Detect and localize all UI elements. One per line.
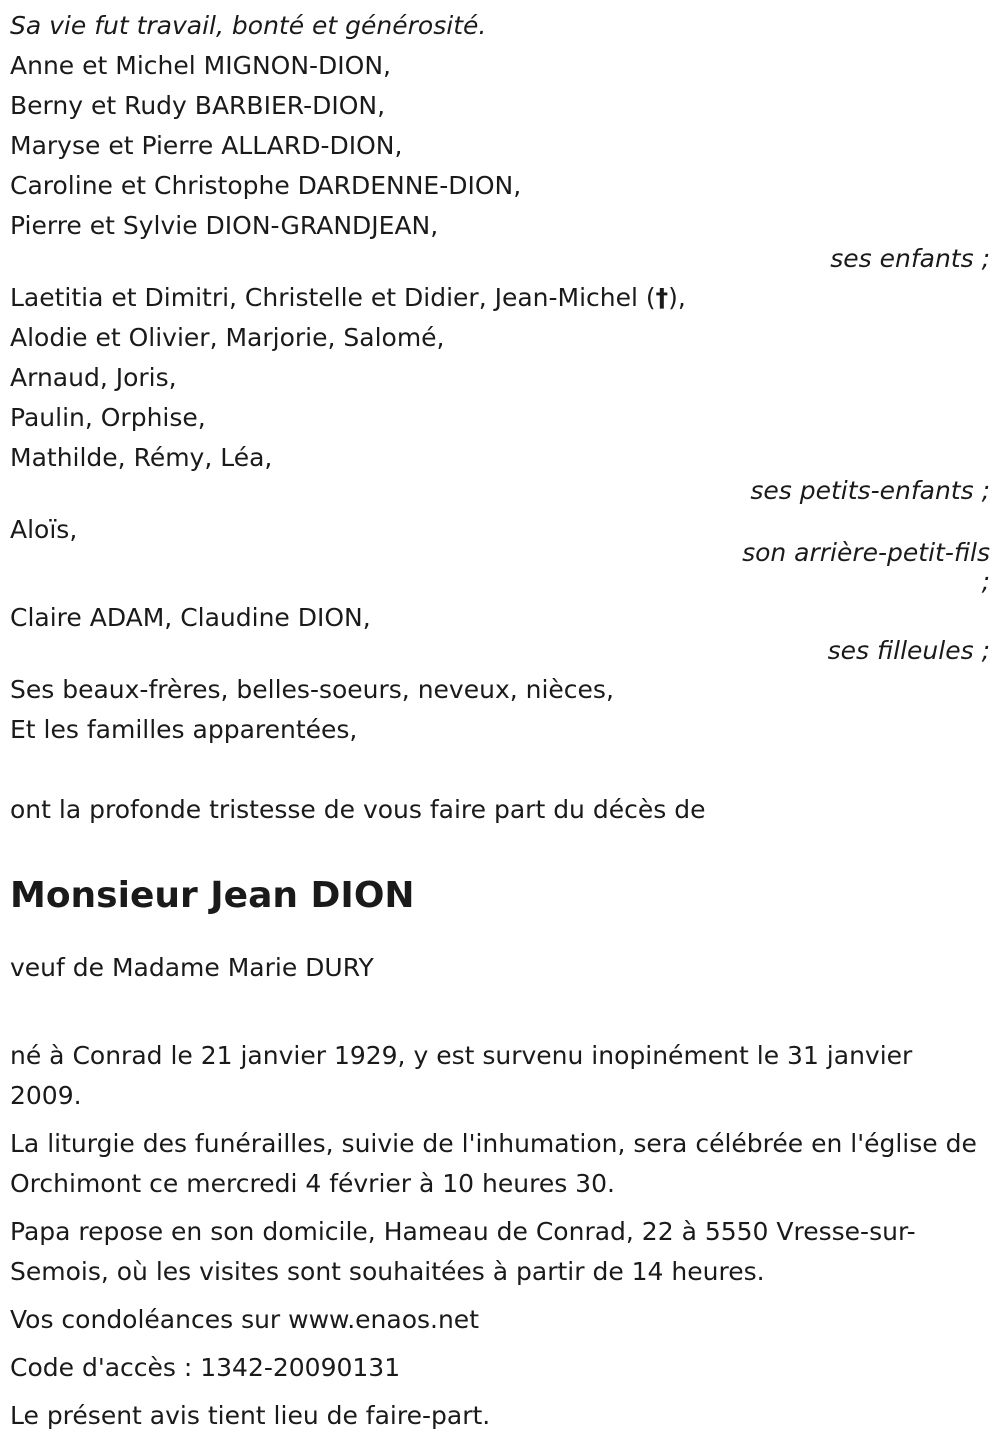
obituary-notice [0,6,1000,1454]
extended-line: Et les familles apparentées, [10,715,358,744]
condolences-line: Vos condoléances sur www.enaos.net [10,1305,479,1334]
goddaughters-label: ses filleules ; [827,636,990,665]
great-grandchild: Aloïs, [10,515,78,544]
widower-line: veuf de Madame Marie DURY [10,953,374,982]
funeral-paragraph: La liturgie des funérailles, suivie de l'inhumation, sera célébrée en l'église de Orchimont ce mercredi 4 février à 10 heures 30. [10,1129,977,1198]
birth-death-paragraph: né à Conrad le 21 janvier 1929, y est survenu inopinément le 31 janvier 2009. [10,1041,913,1110]
announcement: ont la profonde tristesse de vous faire part du décès de [10,795,706,824]
great-grandchild-label-end: ; [981,567,990,596]
grandchild-line: Mathilde, Rémy, Léa, [10,443,273,472]
children-label: ses enfants ; [830,244,990,273]
cross-icon: † [655,283,669,312]
access-code-line: Code d'accès : 1342-20090131 [10,1353,401,1382]
closing-line: Le présent avis tient lieu de faire-part. [10,1401,491,1430]
grandchild-line: Paulin, Orphise, [10,403,206,432]
goddaughters: Claire ADAM, Claudine DION, [10,603,371,632]
deceased-name: Monsieur Jean DION [10,875,415,916]
great-grandchild-label: son arrière-petit-fils [742,538,990,567]
grandchild-text: Laetitia et Dimitri, Christelle et Didier, Jean-Michel ( [10,283,656,312]
grandchildren-list [10,278,990,478]
extended-family [10,670,990,750]
motto: Sa vie fut travail, bonté et générosité. [10,11,487,40]
visitation-paragraph: Papa repose en son domicile, Hameau de Conrad, 22 à 5550 Vresse-sur-Semois, où les visites sont souhaitées à partir de 14 heures. [10,1217,916,1286]
child-line: Caroline et Christophe DARDENNE-DION, [10,171,522,200]
child-line: Pierre et Sylvie DION-GRANDJEAN, [10,211,439,240]
grandchild-line: Alodie et Olivier, Marjorie, Salomé, [10,323,445,352]
grandchildren-label: ses petits-enfants ; [750,476,990,505]
grandchild-line [10,278,990,318]
extended-line: Ses beaux-frères, belles-soeurs, neveux, nièces, [10,675,614,704]
grandchild-line: Arnaud, Joris, [10,363,177,392]
child-line: Anne et Michel MIGNON-DION, [10,51,391,80]
grandchild-text: ), [668,283,686,312]
child-line: Berny et Rudy BARBIER-DION, [10,91,386,120]
child-line: Maryse et Pierre ALLARD-DION, [10,131,403,160]
children-list [10,46,990,246]
